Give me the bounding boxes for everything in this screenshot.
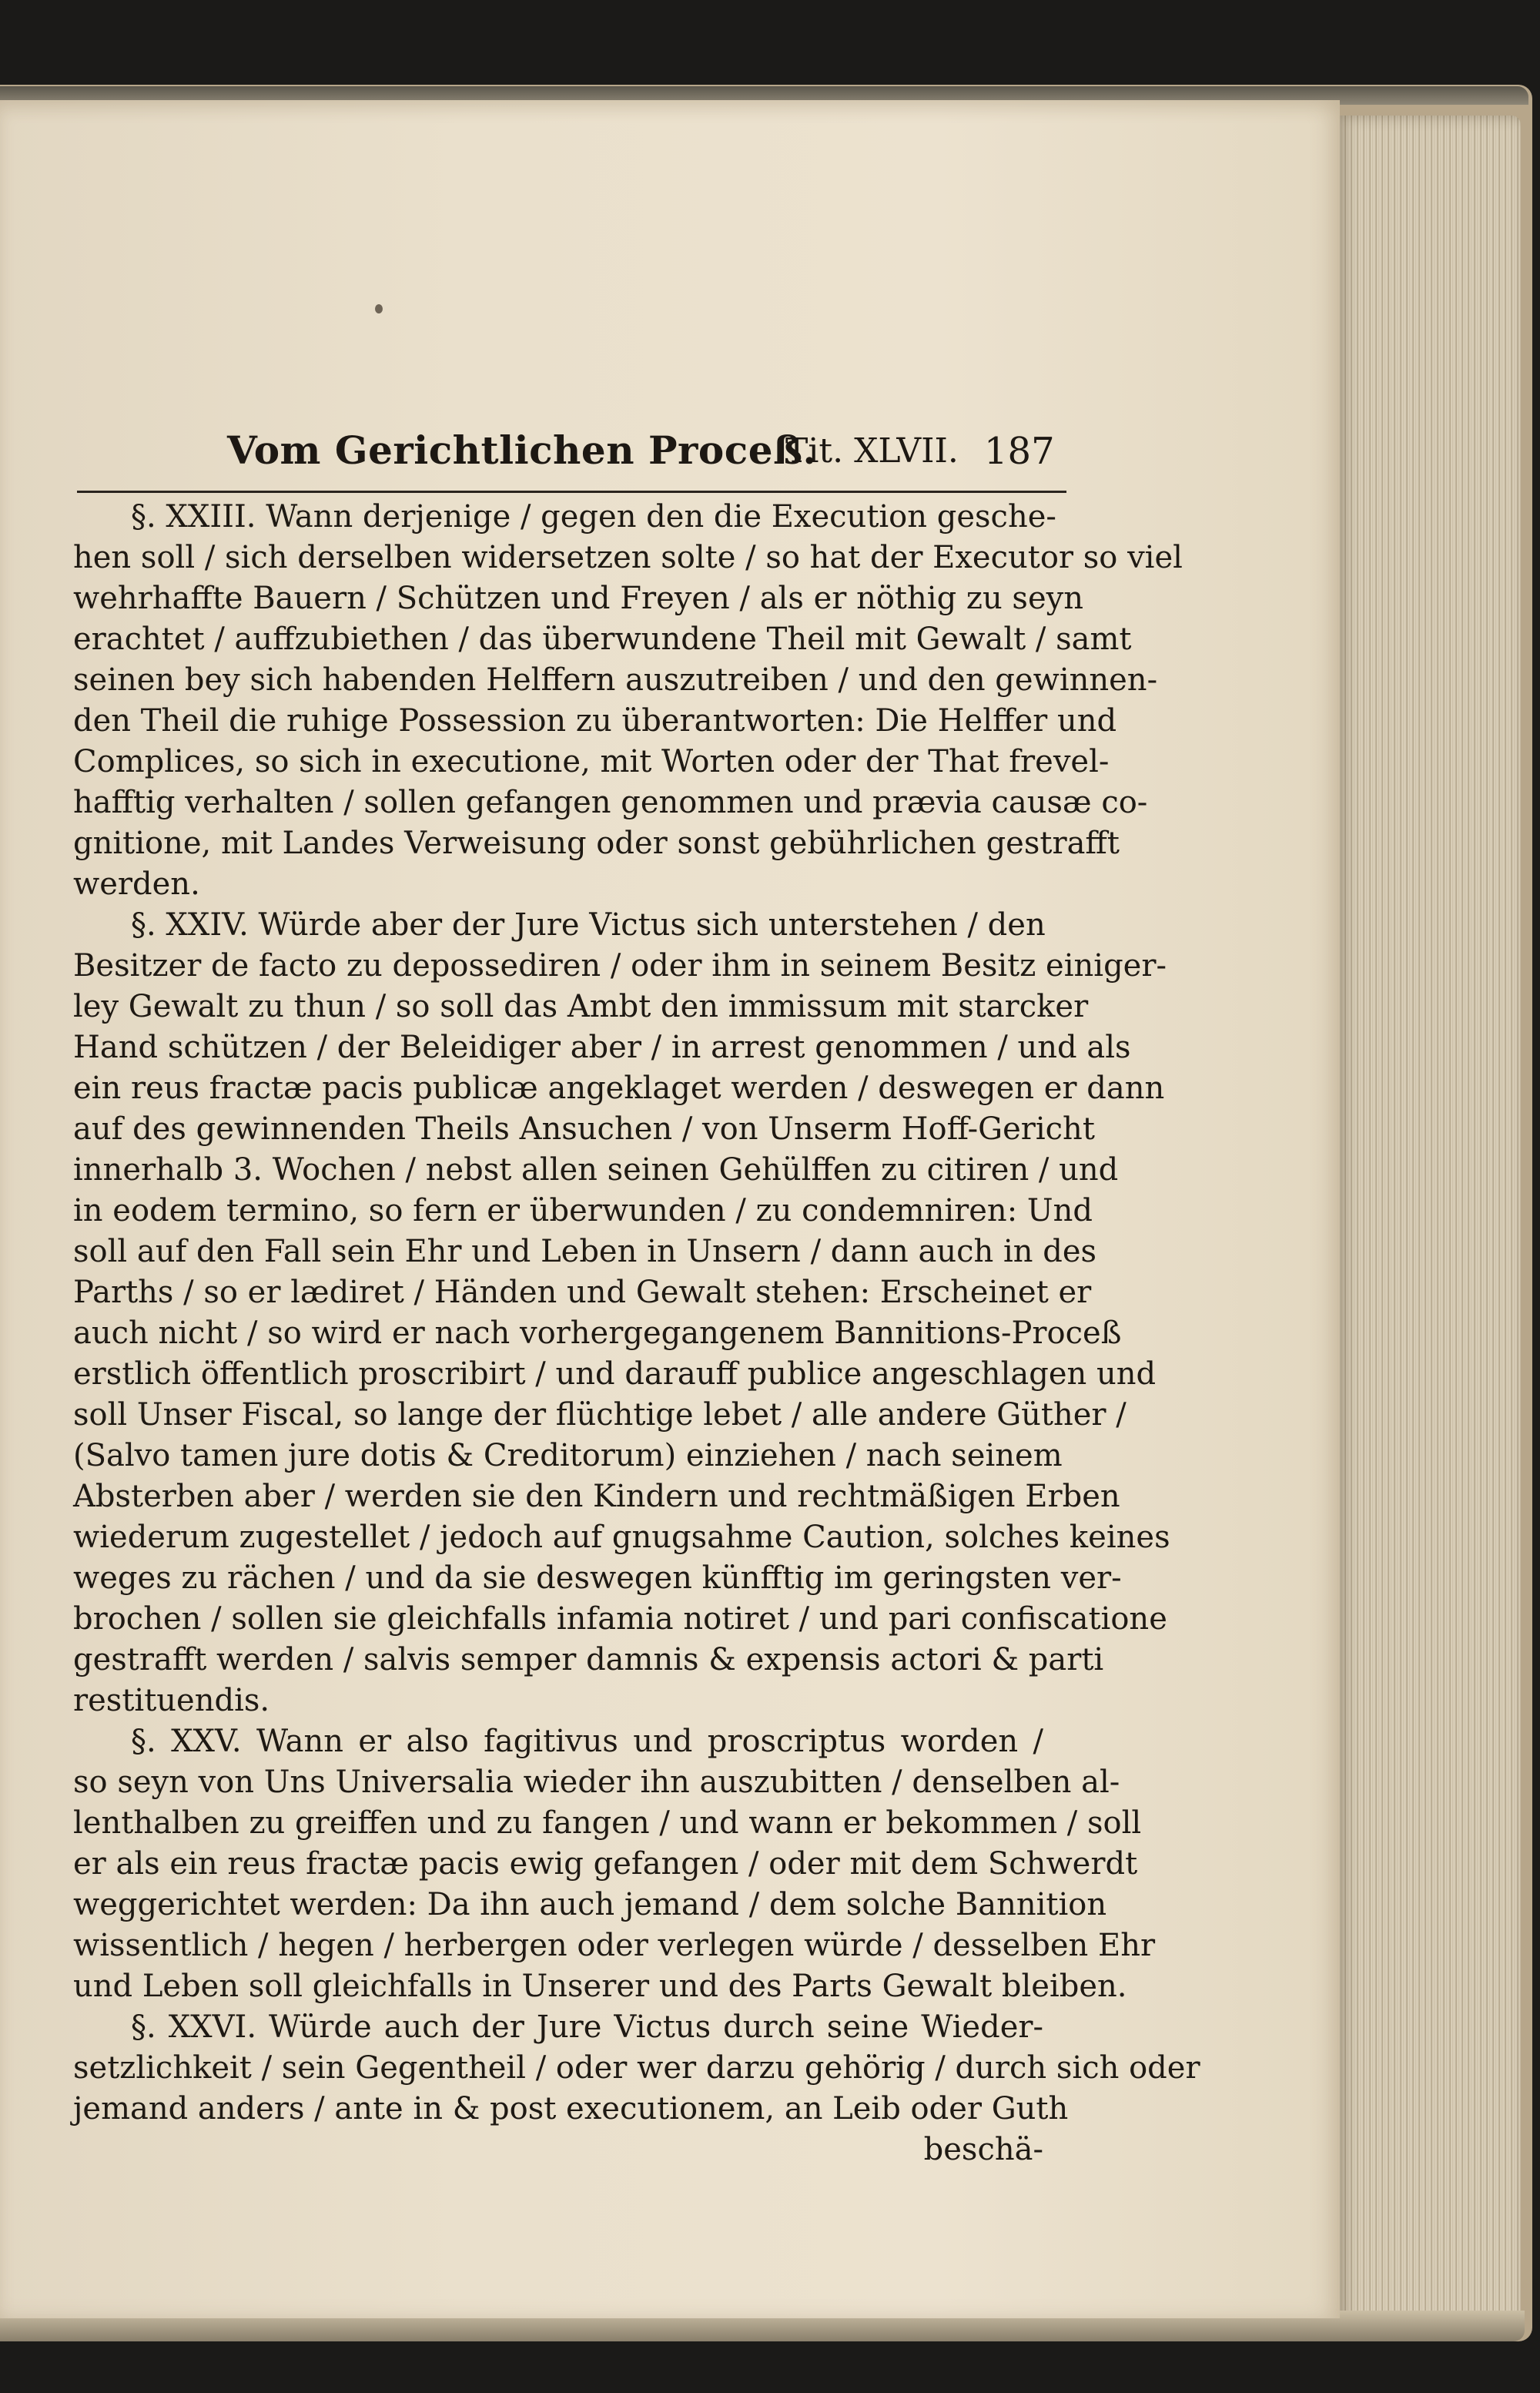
text-line: weggerichtet werden: Da ihn auch jemand / dem solche Bannition — [73, 1887, 1107, 1922]
text-line: innerhalb 3. Wochen / nebst allen seinen Gehülffen zu citiren / und — [73, 1152, 1119, 1188]
page-number: 187 — [984, 430, 1055, 473]
title-reference: Tit. XLVII. — [785, 431, 959, 471]
text-line: hafftig verhalten / sollen gefangen genommen und prævia causæ co- — [73, 785, 1148, 820]
page-fore-edge — [1336, 116, 1521, 2330]
text-line: §. XXIII. Wann derjenige / gegen den die Execution gesche- — [131, 499, 1056, 535]
text-line: hen soll / sich derselben widersetzen solte / so hat der Executor so viel — [73, 540, 1183, 575]
text-line: setzlichkeit / sein Gegentheil / oder wer darzu gehörig / durch sich oder — [73, 2050, 1200, 2086]
text-line: seinen bey sich habenden Helffern auszutreiben / und den gewinnen- — [73, 662, 1158, 698]
text-line: §. XXVI. Würde auch der Jure Victus durch seine Wieder- — [131, 2009, 1043, 2045]
text-line: auf des gewinnenden Theils Ansuchen / von Unserm Hoff-Gericht — [73, 1111, 1095, 1147]
ink-spot — [375, 304, 383, 313]
catchword: beschä- — [923, 2132, 1043, 2167]
text-line: brochen / sollen sie gleichfalls infamia notiret / und pari confiscatione — [73, 1601, 1167, 1637]
text-line: in eodem termino, so fern er überwunden / zu condemniren: Und — [73, 1193, 1093, 1228]
text-line: wissentlich / hegen / herbergen oder verlegen würde / desselben Ehr — [73, 1928, 1156, 1963]
text-line: restituendis. — [73, 1683, 270, 1718]
text-line: §. XXV. Wann er also fagitivus und proscriptus worden / — [131, 1724, 1043, 1759]
header-rule — [77, 491, 1066, 493]
book-page — [0, 100, 1340, 2318]
text-line: weges zu rächen / und da sie deswegen künfftig im geringsten ver- — [73, 1560, 1122, 1596]
text-line: ein reus fractæ pacis publicæ angeklaget werden / deswegen er dann — [73, 1071, 1165, 1106]
text-line: den Theil die ruhige Possession zu überantworten: Die Helffer und — [73, 703, 1117, 739]
text-line: so seyn von Uns Universalia wieder ihn auszubitten / denselben al- — [73, 1765, 1120, 1800]
text-line: Parths / so er lædiret / Händen und Gewalt stehen: Erscheinet er — [73, 1275, 1092, 1310]
text-line: jemand anders / ante in & post executionem, an Leib oder Guth — [73, 2091, 1069, 2127]
text-line: werden. — [73, 866, 200, 902]
text-line: soll Unser Fiscal, so lange der flüchtige lebet / alle andere Güther / — [73, 1397, 1127, 1433]
text-line: er als ein reus fractæ pacis ewig gefangen / oder mit dem Schwerdt — [73, 1846, 1138, 1882]
text-line: wehrhaffte Bauern / Schützen und Freyen / als er nöthig zu seyn — [73, 581, 1083, 616]
text-line: Absterben aber / werden sie den Kindern und rechtmäßigen Erben — [73, 1479, 1120, 1514]
text-line: Besitzer de facto zu depossediren / oder ihm in seinem Besitz einiger- — [73, 948, 1167, 984]
text-line: §. XXIV. Würde aber der Jure Victus sich unterstehen / den — [131, 907, 1046, 943]
text-line: soll auf den Fall sein Ehr und Leben in Unsern / dann auch in des — [73, 1234, 1097, 1269]
text-line: Hand schützen / der Beleidiger aber / in arrest genommen / und als — [73, 1030, 1131, 1065]
text-line: wiederum zugestellet / jedoch auf gnugsahme Caution, solches keines — [73, 1520, 1170, 1555]
text-line: gestrafft werden / salvis semper damnis & expensis actori & parti — [73, 1642, 1104, 1677]
text-line: gnitione, mit Landes Verweisung oder sonst gebührlichen gestrafft — [73, 826, 1120, 861]
body-text — [73, 497, 1200, 2170]
text-line: und Leben soll gleichfalls in Unserer und des Parts Gewalt bleiben. — [73, 1969, 1127, 2004]
text-line: lenthalben zu greiffen und zu fangen / und wann er bekommen / soll — [73, 1805, 1142, 1841]
text-line: (Salvo tamen jure dotis & Creditorum) einziehen / nach seinem — [73, 1438, 1063, 1473]
running-title: Vom Gerichtlichen Proceß. — [227, 427, 817, 473]
text-line: Complices, so sich in executione, mit Worten oder der That frevel- — [73, 744, 1110, 779]
text-line: erachtet / auffzubiethen / das überwundene Theil mit Gewalt / samt — [73, 622, 1132, 657]
text-line: auch nicht / so wird er nach vorhergegangenem Bannitions-Proceß — [73, 1315, 1122, 1351]
text-line: erstlich öffentlich proscribirt / und darauff publice angeschlagen und — [73, 1356, 1157, 1392]
running-header — [227, 427, 1059, 489]
text-line: ley Gewalt zu thun / so soll das Ambt den immissum mit starcker — [73, 989, 1089, 1024]
